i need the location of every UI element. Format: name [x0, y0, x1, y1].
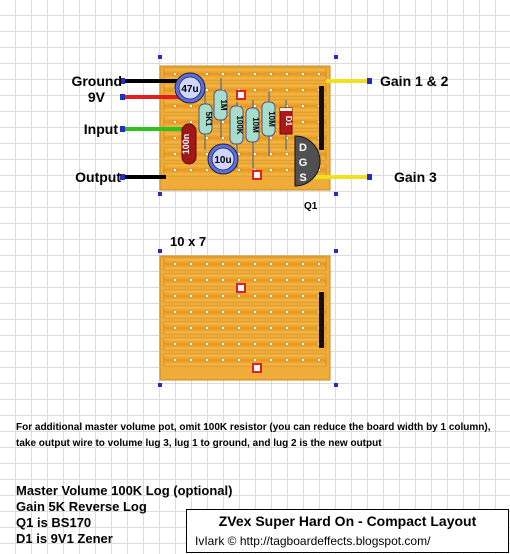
spec-master-volume: Master Volume 100K Log (optional): [16, 483, 233, 498]
board-hole: [173, 294, 176, 297]
board-hole: [221, 310, 224, 313]
link-wire-bottom: [319, 292, 324, 348]
board-hole: [205, 168, 208, 171]
transistor-pin-g: G: [298, 157, 308, 169]
board-hole: [173, 120, 176, 123]
board-hole: [221, 262, 224, 265]
board-hole: [205, 294, 208, 297]
track-cut-bottom: [253, 364, 261, 372]
board-hole: [269, 326, 272, 329]
board-hole: [285, 326, 288, 329]
resistor-5k1-label: 5K1: [204, 111, 213, 127]
layout-title: ZVex Super Hard On - Compact Layout: [218, 513, 477, 529]
board-hole: [285, 310, 288, 313]
board-hole: [301, 278, 304, 281]
board-hole: [285, 152, 288, 155]
board-hole: [269, 358, 272, 361]
resistor-10m-a-label: 10M: [251, 117, 260, 133]
board-hole: [269, 136, 272, 139]
wire-gain-1-2: [326, 78, 372, 84]
spec-d1: D1 is 9V1 Zener: [16, 531, 113, 546]
board-hole: [205, 326, 208, 329]
label-gain-1-2: Gain 1 & 2: [380, 73, 449, 89]
board-hole: [269, 262, 272, 265]
board-hole: [237, 72, 240, 75]
board-hole: [173, 310, 176, 313]
board-hole: [173, 326, 176, 329]
label-board-size: 10 x 7: [170, 234, 207, 249]
board-hole: [237, 342, 240, 345]
capacitor-10u: [208, 144, 238, 174]
board-hole: [301, 104, 304, 107]
board-hole: [269, 278, 272, 281]
board-hole: [189, 262, 192, 265]
diode-d1-label: D1: [284, 115, 293, 127]
capacitor-100n: [181, 124, 196, 164]
label-input: Input: [83, 121, 118, 137]
board-hole: [237, 358, 240, 361]
bottom-board: [160, 256, 330, 380]
wire-output: [120, 174, 166, 180]
board-hole: [253, 88, 256, 91]
board-hole: [221, 342, 224, 345]
board-hole: [317, 358, 320, 361]
resistor-1m-label: 1M: [219, 99, 228, 111]
board-hole: [189, 326, 192, 329]
board-hole: [189, 294, 192, 297]
board-hole: [269, 88, 272, 91]
board-hole: [173, 152, 176, 155]
board-hole: [189, 104, 192, 107]
label-gain-3: Gain 3: [394, 169, 437, 185]
spec-q1: Q1 is BS170: [16, 515, 92, 530]
board-hole: [221, 72, 224, 75]
capacitor-10u-label: 10u: [214, 155, 232, 166]
board-hole: [285, 262, 288, 265]
board-hole: [253, 152, 256, 155]
board-hole: [189, 278, 192, 281]
board-hole: [253, 278, 256, 281]
board-hole: [205, 278, 208, 281]
board-hole: [189, 310, 192, 313]
board-hole: [237, 278, 240, 281]
board-hole: [269, 294, 272, 297]
board-hole: [253, 262, 256, 265]
board-hole: [285, 88, 288, 91]
board-hole: [253, 104, 256, 107]
board-hole: [253, 342, 256, 345]
board-hole: [237, 262, 240, 265]
board-hole: [205, 310, 208, 313]
board-hole: [285, 72, 288, 75]
board-hole: [221, 136, 224, 139]
board-hole: [173, 104, 176, 107]
board-hole: [269, 152, 272, 155]
capacitor-100n-label: 100n: [181, 133, 191, 155]
capacitor-47u: [175, 73, 205, 103]
board-hole: [237, 294, 240, 297]
board-hole: [173, 358, 176, 361]
track-cut: [237, 91, 245, 99]
board-hole: [237, 310, 240, 313]
link-wire: [319, 86, 324, 150]
transistor-pin-d: D: [299, 142, 307, 154]
board-hole: [237, 168, 240, 171]
board-hole: [285, 358, 288, 361]
board-hole: [285, 278, 288, 281]
board-hole: [221, 326, 224, 329]
board-hole: [173, 342, 176, 345]
board-hole: [301, 326, 304, 329]
board-hole: [189, 358, 192, 361]
board-hole: [205, 262, 208, 265]
label-q1: Q1: [304, 201, 318, 212]
board-hole: [253, 294, 256, 297]
board-hole: [301, 262, 304, 265]
board-hole: [173, 168, 176, 171]
board-hole: [221, 358, 224, 361]
board-hole: [301, 358, 304, 361]
track-cut: [253, 171, 261, 179]
board-hole: [285, 168, 288, 171]
board-hole: [205, 358, 208, 361]
board-hole: [301, 310, 304, 313]
resistor-10m-b-label: 10M: [267, 111, 276, 127]
board-hole: [221, 120, 224, 123]
board-hole: [301, 72, 304, 75]
board-hole: [269, 72, 272, 75]
board-hole: [269, 310, 272, 313]
board-hole: [189, 120, 192, 123]
board-hole: [317, 278, 320, 281]
board-hole: [317, 72, 320, 75]
board-hole: [269, 168, 272, 171]
board-hole: [301, 88, 304, 91]
board-hole: [253, 72, 256, 75]
board-hole: [173, 278, 176, 281]
board-hole: [205, 88, 208, 91]
board-hole: [205, 72, 208, 75]
board-hole: [173, 136, 176, 139]
board-hole: [253, 310, 256, 313]
board-hole: [189, 342, 192, 345]
board-hole: [205, 136, 208, 139]
board-hole: [173, 72, 176, 75]
credit-line: IvIark © http://tagboardeffects.blogspot.com/: [195, 534, 431, 548]
board-hole: [237, 326, 240, 329]
layout-note: For additional master volume pot, omit 100K resistor (you can reduce the board width by 1 column), take output wire to volume lug 3, lug 1 to ground, and lug 2 is the new output: [16, 422, 491, 449]
board-hole: [285, 342, 288, 345]
board-hole: [189, 168, 192, 171]
board-hole: [253, 326, 256, 329]
transistor-pin-s: S: [299, 172, 307, 184]
title-box: [186, 509, 509, 553]
label-9v: 9V: [87, 89, 105, 105]
resistor-100k-label: 100K: [235, 115, 244, 135]
board-hole: [221, 278, 224, 281]
spec-gain: Gain 5K Reverse Log: [16, 499, 147, 514]
capacitor-47u-label: 47u: [181, 84, 199, 95]
board-hole: [205, 342, 208, 345]
label-output: Output: [75, 169, 121, 185]
label-ground: Ground: [71, 73, 122, 89]
board-hole: [285, 294, 288, 297]
board-hole: [317, 262, 320, 265]
board-hole: [269, 342, 272, 345]
board-hole: [173, 262, 176, 265]
track-cut-bottom: [237, 284, 245, 292]
board-hole: [221, 294, 224, 297]
board-hole: [253, 358, 256, 361]
board-hole: [301, 120, 304, 123]
board-hole: [301, 342, 304, 345]
board-hole: [301, 294, 304, 297]
